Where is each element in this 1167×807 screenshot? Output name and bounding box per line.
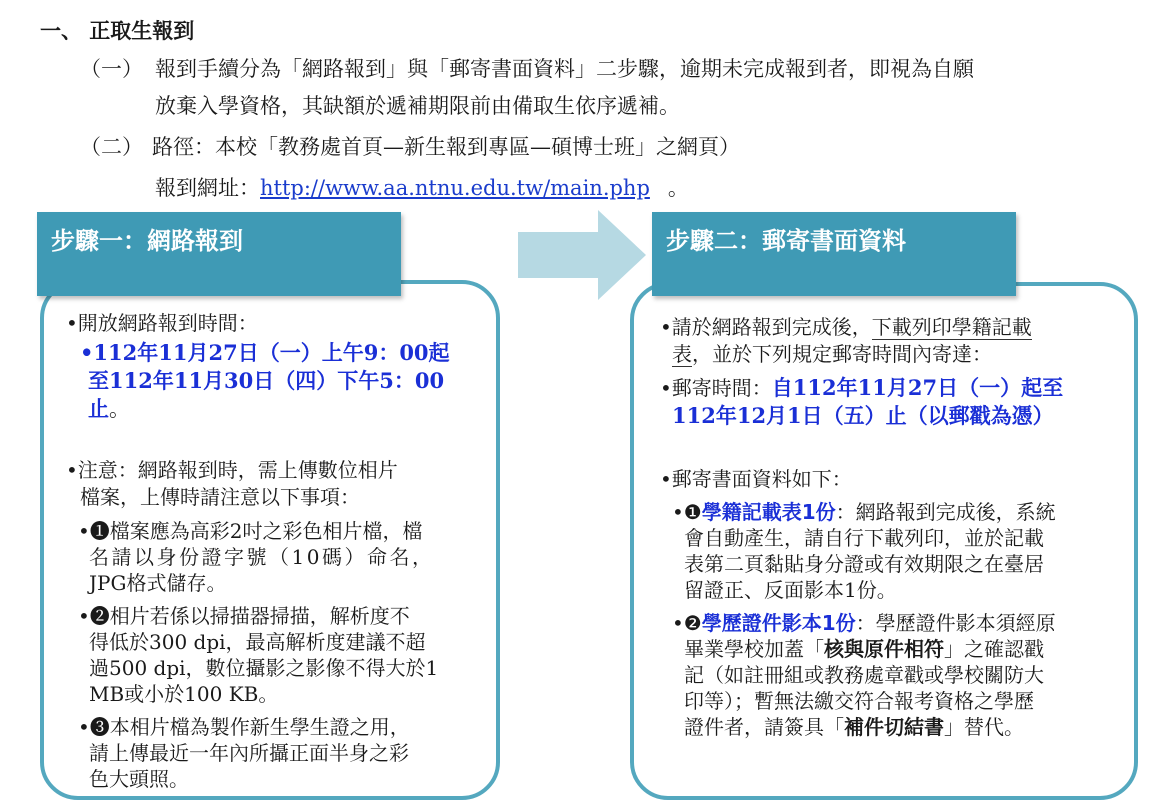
step2-docs-label: •郵寄書面資料如下： xyxy=(660,467,852,491)
step2-mail-line1: •郵寄時間：自112年11月27日（一）起至 xyxy=(660,375,1064,400)
step1-note3-line3: 色大頭照。 xyxy=(89,767,189,791)
step2-doc2-line3: 記（如註冊組或教務處章戳或學校關防大 xyxy=(684,663,1044,687)
step2-doc2-line4: 印等）；暫無法繳交符合報考資格之學歷 xyxy=(684,689,1034,713)
step1-note1-line3: JPG格式儲存。 xyxy=(89,571,227,595)
arrow-right-icon xyxy=(518,210,648,300)
step1-note1-line1: •❶檔案應為高彩2吋之彩色相片檔，檔 xyxy=(78,519,423,543)
section-title: 一、 正取生報到 xyxy=(40,18,195,43)
step1-note2-line1: •❷相片若係以掃描器掃描，解析度不 xyxy=(78,604,410,628)
step1-note2-line4: MB或小於100 KB。 xyxy=(89,682,279,706)
step1-note2-line3: 過500 dpi，數位攝影之影像不得大於1 xyxy=(89,656,439,680)
step1-note-line2: 檔案，上傳時請注意以下事項： xyxy=(80,485,360,509)
step2-doc1-line4: 留證正、反面影本1份。 xyxy=(684,578,897,602)
step1-note3-line2: 請上傳最近一年內所攝正面半身之彩 xyxy=(89,741,409,765)
step2-doc2-line5: 證件者，請簽具「補件切結書」替代。 xyxy=(684,715,1024,739)
step1-open-label: •開放網路報到時間： xyxy=(66,311,258,335)
item1-label: （一） xyxy=(80,57,143,81)
step2-doc1-line3: 表第二頁黏貼身分證或有效期限之在臺居 xyxy=(684,552,1044,576)
step2-header: 步驟二：郵寄書面資料 xyxy=(652,212,1016,296)
step1-note3-line1: •❸本相片檔為製作新生學生證之用， xyxy=(78,715,410,739)
step2-mail-line2: 112年12月1日（五）止（以郵戳為憑） xyxy=(672,403,1054,428)
step1-note-line1: •注意：網路報到時，需上傳數位相片 xyxy=(66,458,398,482)
item2-label: （二） xyxy=(80,135,143,159)
step1-open-time-line1: •112年11月27日（一）上午9：00起 xyxy=(80,340,450,365)
step2-doc1-line2: 會自動產生，請自行下載列印，並於記載 xyxy=(684,526,1044,550)
url-prefix: 報到網址： xyxy=(155,176,260,200)
item2-line1: 路徑：本校「教務處首頁—新生報到專區—碩博士班」之網頁） xyxy=(152,135,740,159)
registration-url-link[interactable]: http://www.aa.ntnu.edu.tw/main.php xyxy=(260,176,650,200)
step1-open-time-line2: 至112年11月30日（四）下午5：00 xyxy=(88,368,445,393)
step1-open-time-line3: 止。 xyxy=(88,396,130,421)
step2-doc2-line1: •❷學歷證件影本1份：學歷證件影本須經原 xyxy=(672,611,1056,635)
step2-doc1-line1: •❶學籍記載表1份：網路報到完成後，系統 xyxy=(672,500,1056,524)
step1-note1-line2: 名請以身份證字號（10碼）命名， xyxy=(89,545,435,569)
step2-doc2-line2: 畢業學校加蓋「核與原件相符」之確認戳 xyxy=(684,637,1044,661)
item1-line1: 報到手續分為「網路報到」與「郵寄書面資料」二步驟，逾期未完成報到者，即視為自願 xyxy=(155,57,974,81)
step2-para1-line1: •請於網路報到完成後，下載列印學籍記載 xyxy=(660,315,1032,339)
step1-header: 步驟一：網路報到 xyxy=(37,212,401,296)
step1-note2-line2: 得低於300 dpi，最高解析度建議不超 xyxy=(89,630,426,654)
item1-line2: 放棄入學資格，其缺額於遞補期限前由備取生依序遞補。 xyxy=(155,94,680,118)
url-suffix: 。 xyxy=(667,176,689,200)
url-row xyxy=(155,173,689,203)
step2-para1-line2: 表，並於下列規定郵寄時間內寄達： xyxy=(672,342,992,366)
